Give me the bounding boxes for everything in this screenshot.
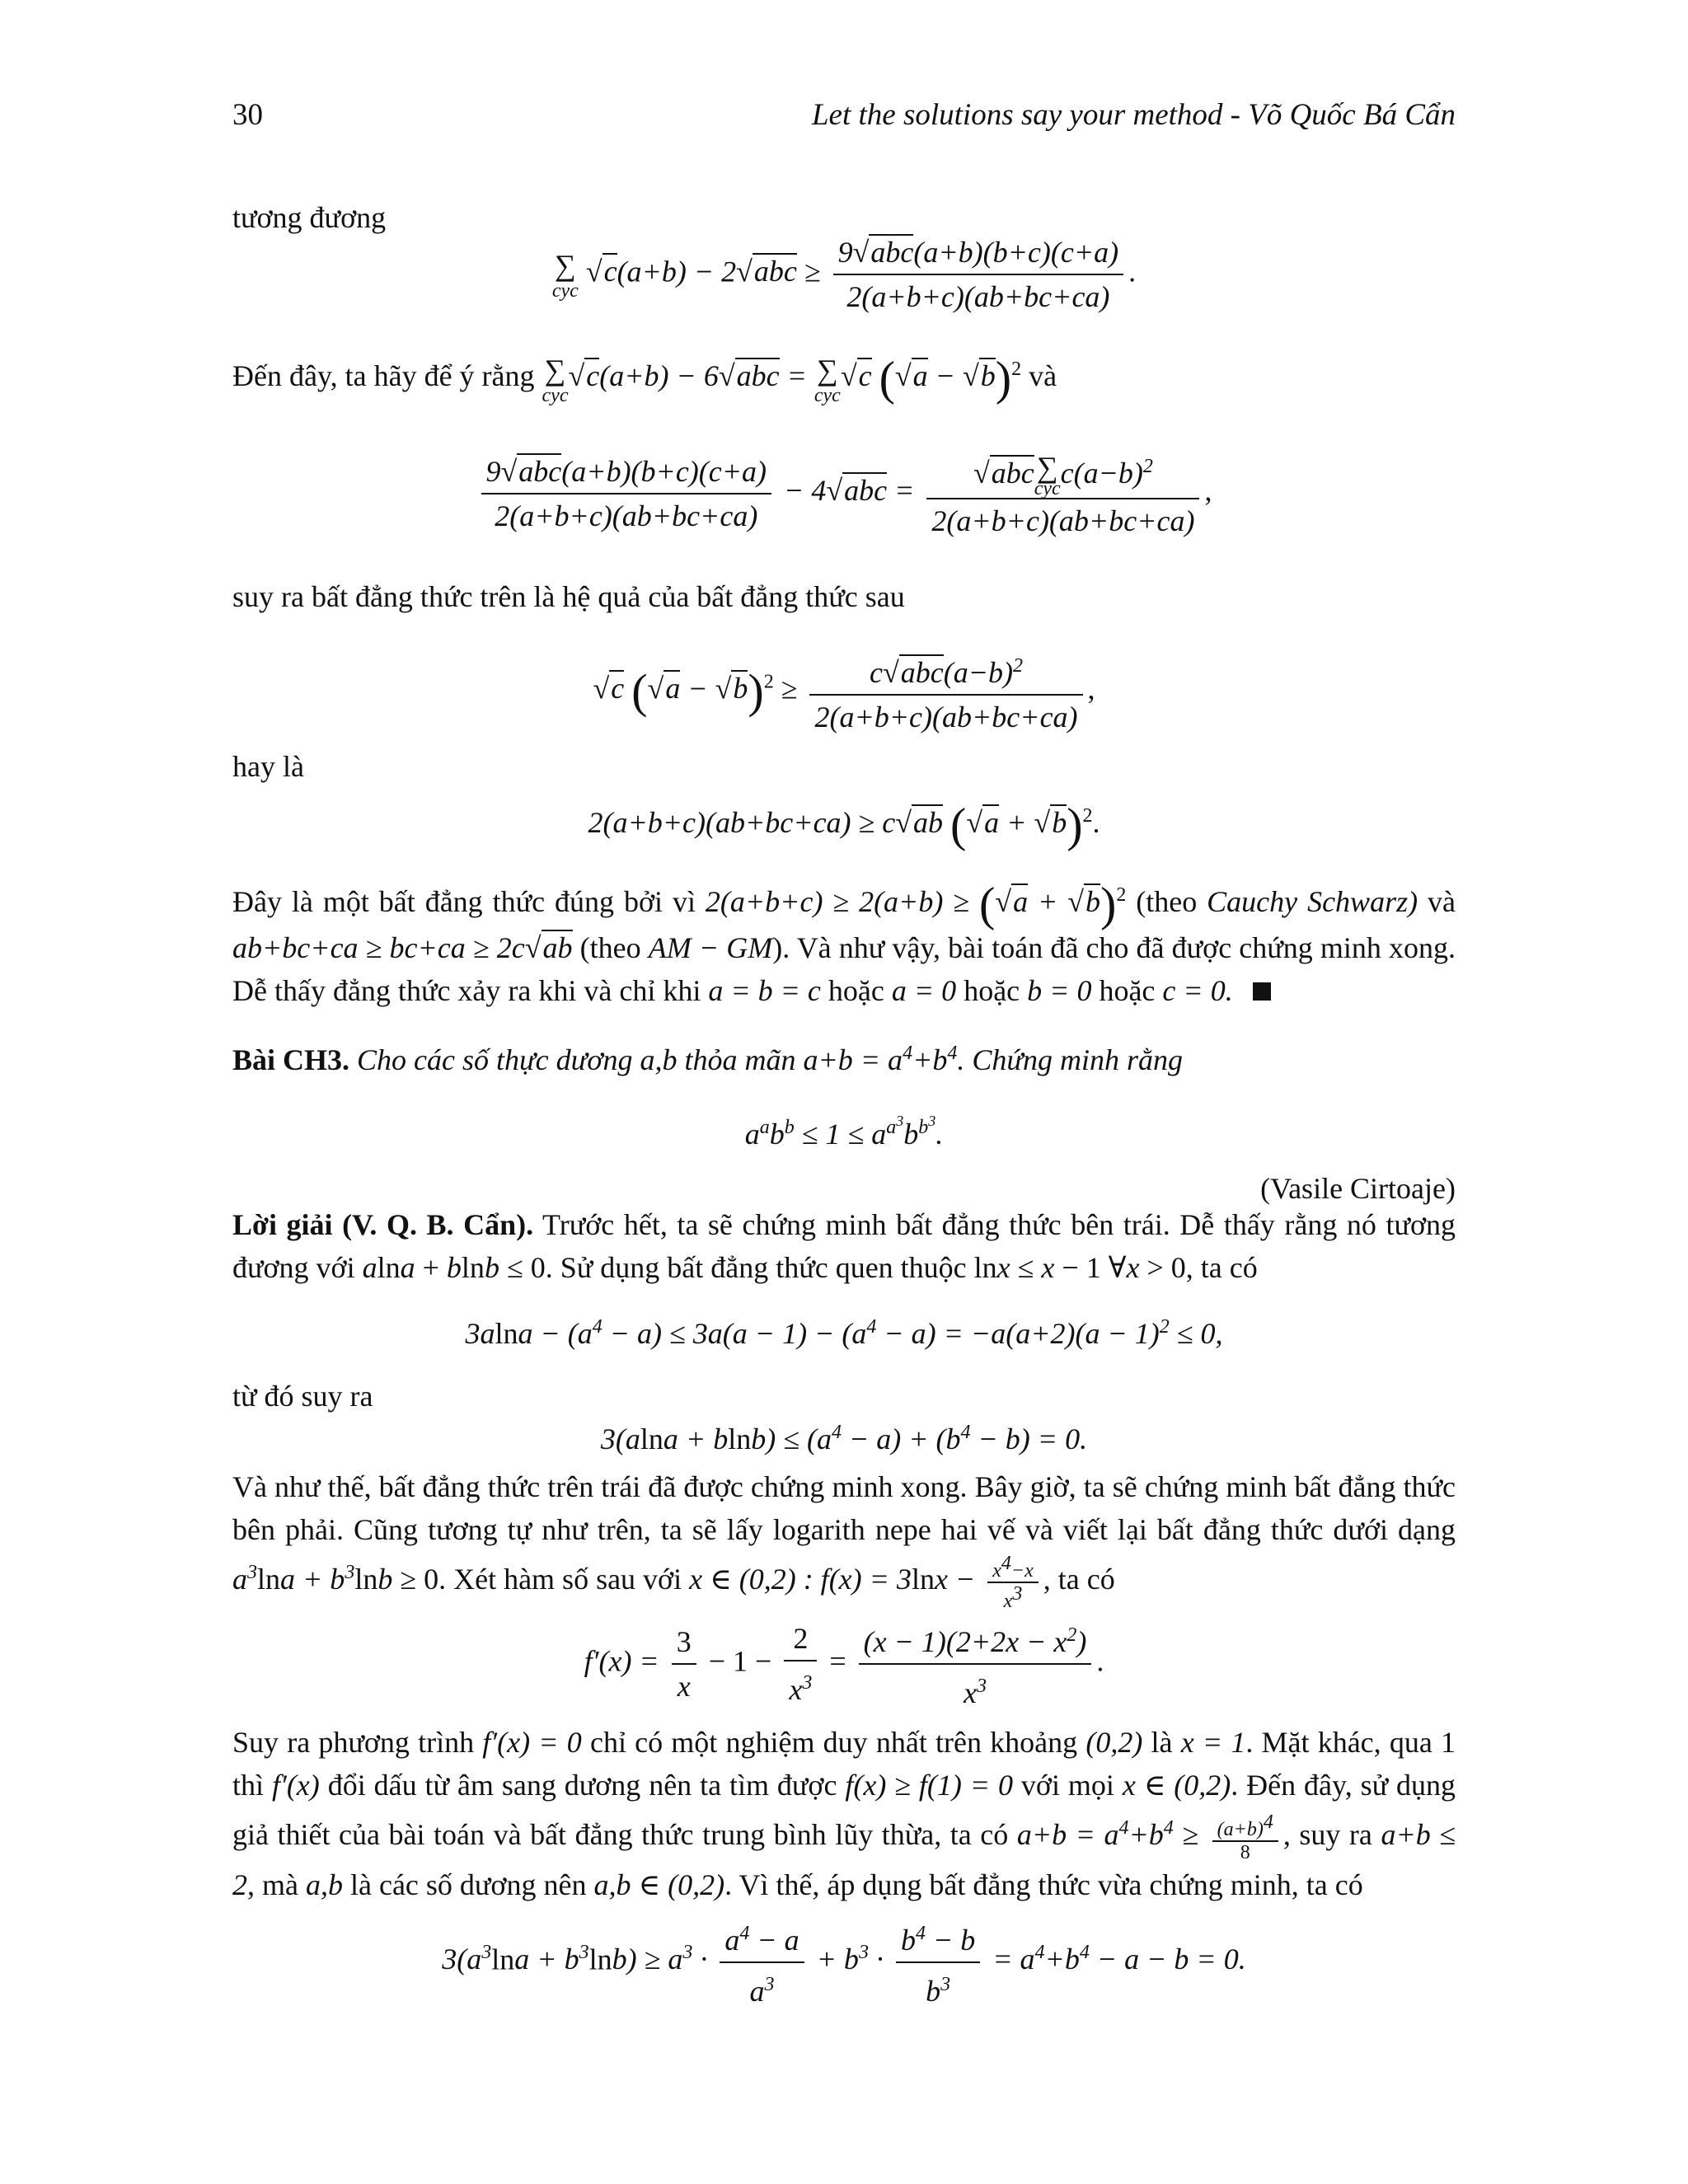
equation-7: $3(alna + blnb) \le (a^4 - a) + (b^4 - b) = 0$.	[600, 1422, 1088, 1455]
page-number: 30	[232, 98, 263, 132]
solution-intro: Lời giải (V. Q. B. Cẩn). Trước hết, ta sẽ chứng minh bất đẳng thức bên trái. Dễ thấy rằng nó tương đương với alna + blnb ≤ 0. Sử dụng bất đẳng thức quen thuộc lnx ≤ x − 1 ∀x > 0, ta có	[232, 1208, 1456, 1284]
equation-9: $3(a^3\ln a + b^3\ln b) \ge a^3$ · $\frac{a^4 - a}{a^3}$ + $b^3$ · $\frac{b^4 - b}{b^3}$ = $a^4+b^4 - a - b = 0$.	[232, 1912, 1456, 2013]
paragraph-6: từ đó suy ra	[232, 1380, 373, 1413]
paragraph-4: hay là	[232, 750, 304, 783]
running-title: Let the solutions say your method - Võ Quốc Bá Cẩn	[811, 98, 1456, 132]
paragraph-1: tương đương	[232, 201, 387, 234]
qed-square	[1253, 982, 1271, 1001]
equation-3: √c $(√a - √b)^2$ ≥ $\frac{c√abc(a-b)^2}{2(a+b+c)(ab+bc+ca)}$ ,	[232, 644, 1456, 738]
running-header	[232, 97, 1456, 138]
equation-4: 2(a+b+c)(ab+bc+ca) ≥ c√ab $(√a + √b)^2$.	[588, 798, 1100, 852]
paragraph-8: Suy ra phương trình f′(x) = 0 chỉ có một nghiệm duy nhất trên khoảng (0,2) là x = 1. Mặt khác, qua 1 thì f′(x) đổi dấu từ âm sang dương nên ta tìm được f(x) ≥ f(1) = 0 với mọi x ∈ (0,2). Đến đây, sử dụng giả thiết của bài toán và bất đẳng thức trung bình lũy thừa, ta có $a+b = a^4+b^4$ ≥ $\frac{(a+b)^4}{8}$ , suy ra a+b ≤ 2, mà a,b là các số dương nên a,b ∈ (0,2). Vì thế, áp dụng bất đẳng thức vừa chứng minh, ta có	[232, 1726, 1456, 1902]
attribution: (Vasile Cirtoaje)	[1260, 1172, 1456, 1205]
equation-2: $\frac{\text{9√abc(a+b)(b+c)(c+a)}}{2(a+b+c)(ab+bc+ca)}$ − 4√abc = √abc ∑ cyc $c(a-b)^2$ 2(a+b+c)(ab+bc+ca) ,	[232, 445, 1456, 542]
problem-statement: Bài CH3. Cho các số thực dương a,b thỏa mãn $a+b = a^4+b^4$. Chứng minh rằng	[232, 1043, 1184, 1076]
paragraph-2: Đến đây, ta hãy để ý rằng ∑ cyc √c(a+b) − 6√abc = ∑ cyc √c $(√a - √b)^2$ và	[232, 351, 1057, 406]
equation-8: f′(x) = $\frac{3}{x}$ − 1 − $\frac{2}{x^3}$ = $\frac{(x - 1)(2+2x - x^2)}{x^3}$ .	[232, 1614, 1456, 1714]
paragraph-3: suy ra bất đẳng thức trên là hệ quả của bất đẳng thức sau	[232, 580, 905, 613]
paragraph-7: Và như thế, bất đẳng thức trên trái đã được chứng minh xong. Bây giờ, ta sẽ chứng minh bất đẳng thức bên phải. Cũng tương tự như trên, ta sẽ lấy logarith nepe hai vế và viết lại bất đẳng thức dưới dạng $a^3\ln a + b^3\ln b \ge 0$. Xét hàm số sau với x ∈ (0,2) : f(x) = 3lnx − $\frac{x^4-x}{x^3}$ , ta có	[232, 1470, 1456, 1612]
equation-6: $3alna - (a^4 - a) \le 3a(a - 1) - (a^4 - a) = -a(a+2)(a - 1)^2 \le 0$,	[465, 1316, 1223, 1350]
equation-5: $a^ab^b \le 1 \le a^{a^3}b^{b^3}$.	[744, 1113, 944, 1151]
paragraph-5: Đây là một bất đẳng thức đúng bởi vì $2(a+b+c) \ge 2(a+b) \ge (√a + √b)^2$ (theo Cauchy Schwarz) và ab+bc+ca ≥ bc+ca ≥ 2c√ab (theo AM − GM). Và như vậy, bài toán đã cho đã được chứng minh xong. Dễ thấy đẳng thức xảy ra khi và chỉ khi a = b = c hoặc a = 0 hoặc b = 0 hoặc c = 0.	[232, 877, 1456, 1007]
equation-1: ∑ cyc √c(a+b) − 2√abc ≥ $\frac{\text{9√abc(a+b)(b+c)(c+a)}}{2(a+b+c)(ab+bc+ca)}$ .	[232, 231, 1456, 318]
